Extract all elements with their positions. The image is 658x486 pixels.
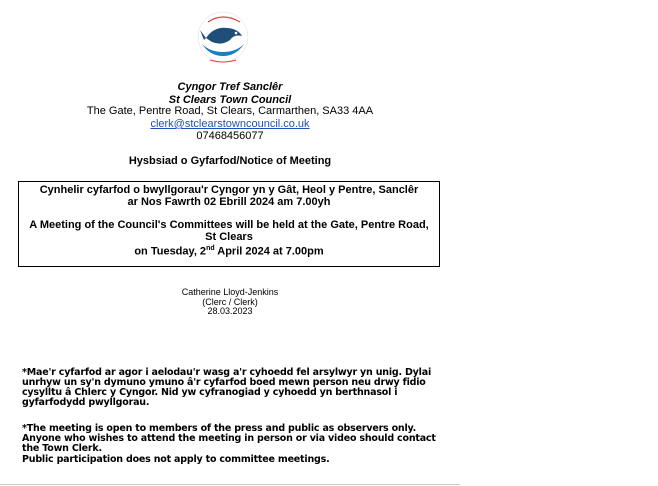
welsh-meeting-line-2: ar Nos Fawrth 02 Ebrill 2024 am 7.00yh [127,196,331,208]
email-link[interactable]: clerk@stclearstowncouncil.co.uk [150,118,310,130]
clerk-role: (Clerc / Clerk) [202,297,258,307]
page-divider [0,484,460,485]
english-observer-note [22,424,442,465]
council-name-welsh: Cyngor Tref Sanclêr [177,81,283,93]
english-note-text: *The meeting is open to members of the press and public as observers only. Anyone who wishes to attend the meeting in person or via video should contact the Town Clerk. [22,423,436,454]
english-meeting-line-2 [19,243,439,258]
phone-number: 07468456077 [196,130,264,142]
council-logo [194,8,252,64]
english-date-rest: April 2024 at 7.00pm [214,245,324,258]
clerk-name: Catherine Lloyd-Jenkins [181,287,279,297]
notice-title: Hysbsiad o Gyfarfod/Notice of Meeting [128,155,332,167]
english-date-prefix: on Tuesday, 2 [134,245,207,258]
welsh-observer-note [22,368,442,408]
council-address: The Gate, Pentre Road, St Clears, Carmarthen, SA33 4AA [86,105,374,117]
welsh-note-text: *Mae'r cyfarfod ar agor i aelodau'r wasg a'r cyhoedd fel arsylwyr yn unig. Dylai unrhyw un sy'n dymuno ymuno â'r cyfarfod boed mewn person neu drwy fidio cysylltu â Chlerc y Cyngor. Nid yw cyfranogiad y cyhoedd yn berthnasol i gyfarfodydd pwyllgorau. [22,367,431,408]
english-date-suffix: nd [206,245,215,252]
meeting-details-box [18,181,440,267]
english-note-text-2: Public participation does not apply to committee meetings. [22,454,330,465]
council-name-english: St Clears Town Council [168,94,292,106]
signature-date: 28.03.2023 [207,306,253,316]
english-meeting-line-1: A Meeting of the Council's Committees will be held at the Gate, Pentre Road, St Clears [29,219,429,243]
welsh-meeting-line-1: Cynhelir cyfarfod o bwyllgorau'r Cyngor yn y Gât, Heol y Pentre, Sanclêr [39,184,419,196]
leaping-fish-icon [194,8,252,64]
